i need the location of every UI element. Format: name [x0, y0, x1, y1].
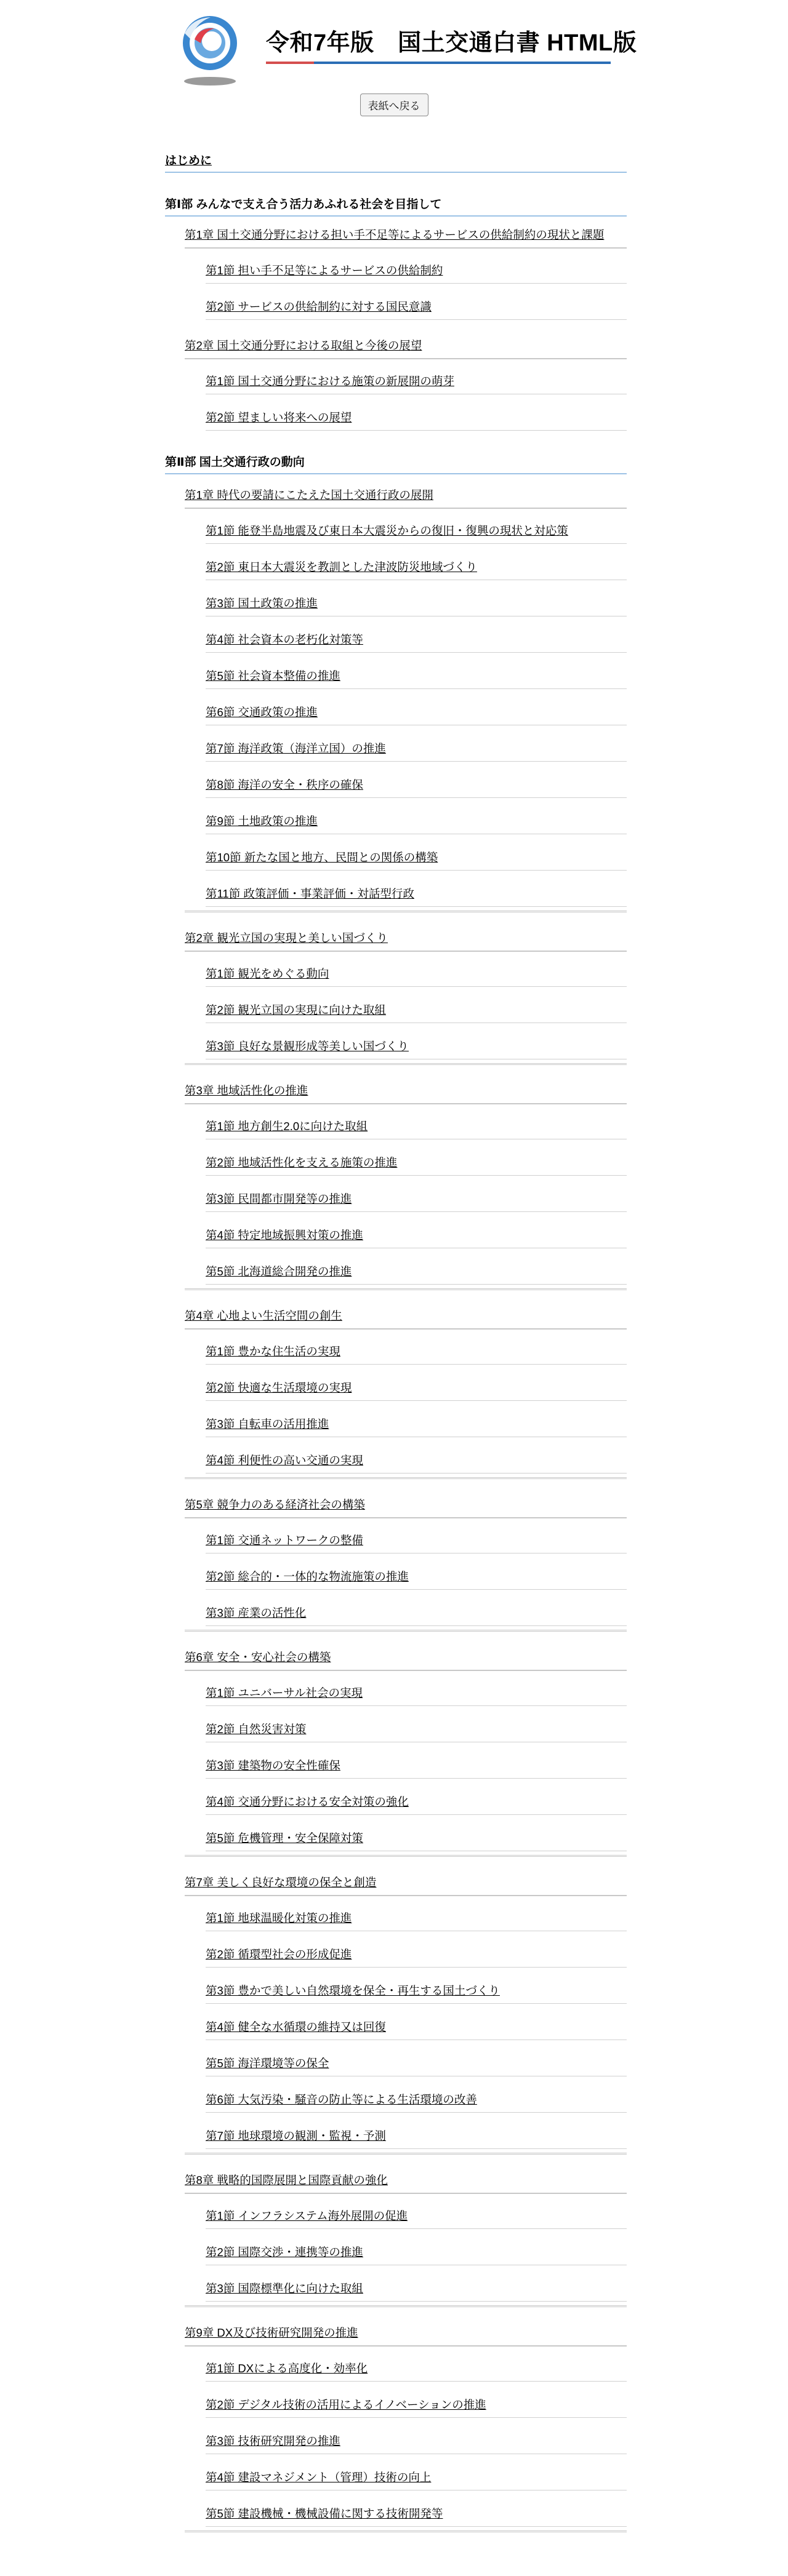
toc-section	[206, 284, 627, 320]
toc-section-link[interactable]: 第3節 建築物の安全性確保	[206, 1759, 340, 1772]
toc-chapter-link[interactable]: 第3章 地域活性化の推進	[185, 1084, 308, 1097]
toc-chapter	[185, 1857, 627, 1896]
toc-section	[206, 2490, 627, 2527]
toc-section-link[interactable]: 第2節 地域活性化を支える施策の推進	[206, 1156, 398, 1169]
toc-section-link[interactable]: 第6節 交通政策の推進	[206, 706, 318, 719]
toc-section	[206, 1365, 627, 1401]
toc-section-link[interactable]: 第2節 サービスの供給制約に対する国民意識	[206, 300, 432, 313]
part-spacer	[165, 173, 627, 190]
toc-section	[206, 1139, 627, 1176]
toc-section	[206, 762, 627, 798]
toc-section-link[interactable]: 第1節 DXによる高度化・効率化	[206, 2362, 368, 2375]
toc-section-link[interactable]: 第1節 豊かな住生活の実現	[206, 1345, 340, 1358]
toc-section-link[interactable]: 第2節 自然災害対策	[206, 1723, 307, 1736]
toc-section	[206, 653, 627, 689]
toc-section	[206, 952, 627, 987]
page-header	[0, 0, 788, 92]
toc-section	[206, 1896, 627, 1931]
toc-section-link[interactable]: 第4節 健全な水循環の維持又は回復	[206, 2020, 386, 2033]
toc-chapter	[185, 1632, 627, 1671]
toc-section-link[interactable]: 第11節 政策評価・事業評価・対話型行政	[206, 887, 414, 900]
toc-chapter	[185, 912, 627, 952]
chapter-divider	[185, 2302, 627, 2307]
toc-section-link[interactable]: 第2節 東日本大震災を教訓とした津波防災地域づくり	[206, 560, 477, 573]
part-spacer	[165, 431, 627, 448]
toc-section	[206, 2454, 627, 2490]
toc-section-link[interactable]: 第2節 望ましい将来への展望	[206, 411, 352, 424]
toc-section-link[interactable]: 第3節 豊かで美しい自然環境を保全・再生する国土づくり	[206, 1984, 500, 1997]
toc-section-link[interactable]: 第6節 大気汚染・騒音の防止等による生活環境の改善	[206, 2093, 477, 2106]
toc-section-link[interactable]: 第3節 良好な景観形成等美しい国づくり	[206, 1040, 409, 1053]
toc-section-link[interactable]: 第1節 ユニバーサル社会の実現	[206, 1686, 363, 1699]
toc-section	[206, 2347, 627, 2382]
toc-chapter-link[interactable]: 第2章 観光立国の実現と美しい国づくり	[185, 931, 388, 944]
toc-section	[206, 2076, 627, 2113]
chapter-divider	[185, 2527, 627, 2532]
toc-section	[206, 1706, 627, 1742]
chapter-divider	[185, 2149, 627, 2155]
toc-section-link[interactable]: 第3節 民間都市開発等の推進	[206, 1192, 352, 1205]
toc-section-link[interactable]: 第2節 快適な生活環境の実現	[206, 1381, 352, 1394]
toc-section	[206, 1815, 627, 1851]
toc-section-link[interactable]: 第1節 観光をめぐる動向	[206, 967, 329, 980]
toc-section-link[interactable]: 第1節 地方創生2.0に向けた取組	[206, 1120, 368, 1133]
toc-section	[206, 725, 627, 762]
toc-chapter-link[interactable]: 第8章 戦略的国際展開と国際貢献の強化	[185, 2174, 388, 2187]
toc-part-heading: 第Ⅱ部 国土交通行政の動向	[165, 448, 627, 474]
toc-section	[206, 1590, 627, 1626]
toc-section	[206, 1330, 627, 1365]
page-title: 令和7年版 国土交通白書 HTML版	[266, 30, 637, 56]
toc-intro-link[interactable]: はじめに	[165, 154, 212, 167]
toc-section	[206, 616, 627, 653]
toc-section-link[interactable]: 第4節 交通分野における安全対策の強化	[206, 1795, 409, 1808]
toc-section-link[interactable]: 第2節 国際交渉・連携等の推進	[206, 2246, 363, 2259]
toc-chapter-link[interactable]: 第1章 国土交通分野における担い手不足等によるサービスの供給制約の現状と課題	[185, 228, 605, 241]
toc-section-link[interactable]: 第1節 国土交通分野における施策の新展開の萌芽	[206, 375, 454, 388]
table-of-contents	[165, 133, 627, 2557]
toc-section	[206, 1968, 627, 2004]
toc-section	[206, 871, 627, 907]
toc-chapter-link[interactable]: 第4章 心地よい生活空間の創生	[185, 1309, 342, 1322]
toc-part-heading: 第Ⅰ部 みんなで支え合う活力あふれる社会を目指して	[165, 190, 627, 217]
chapter-divider	[185, 907, 627, 912]
toc-section-link[interactable]: 第2節 循環型社会の形成促進	[206, 1948, 352, 1961]
toc-chapter	[185, 2307, 627, 2347]
chapter-divider	[185, 1473, 627, 1479]
toc-section	[206, 1742, 627, 1779]
toc-section	[206, 2004, 627, 2040]
toc-section	[206, 2040, 627, 2076]
toc-section-link[interactable]: 第4節 社会資本の老朽化対策等	[206, 633, 363, 646]
toc-chapter-link[interactable]: 第1章 時代の要請にこたえた国土交通行政の展開	[185, 488, 433, 501]
toc-section	[206, 2382, 627, 2418]
toc-section	[206, 1553, 627, 1590]
toc-section	[206, 1671, 627, 1706]
toc-section-link[interactable]: 第5節 危機管理・安全保障対策	[206, 1832, 363, 1844]
toc-section	[206, 1931, 627, 1968]
toc-section-link[interactable]: 第1節 地球温暖化対策の推進	[206, 1912, 352, 1924]
toc-section	[206, 1212, 627, 1248]
toc-section-link[interactable]: 第4節 特定地域振興対策の推進	[206, 1229, 363, 1242]
title-underline	[266, 62, 611, 64]
toc-section	[206, 1779, 627, 1815]
toc-chapter-link[interactable]: 第7章 美しく良好な環境の保全と創造	[185, 1876, 377, 1889]
toc-section	[206, 2229, 627, 2265]
toc-section	[206, 2194, 627, 2229]
toc-section	[206, 2265, 627, 2302]
toc-section	[206, 394, 627, 431]
toc-chapter	[185, 217, 627, 249]
toc-section-link[interactable]: 第10節 新たな国と地方、民間との関係の構築	[206, 851, 438, 864]
chapter-divider	[185, 1626, 627, 1632]
toc-section-link[interactable]: 第3節 技術研究開発の推進	[206, 2434, 340, 2447]
toc-section-link[interactable]: 第3節 産業の活性化	[206, 1606, 307, 1619]
toc-section-link[interactable]: 第4節 建設マネジメント（管理）技術の向上	[206, 2471, 432, 2484]
toc-section-link[interactable]: 第5節 社会資本整備の推進	[206, 669, 340, 682]
toc-section	[206, 1104, 627, 1139]
toc-section-link[interactable]: 第2節 総合的・一体的な物流施策の推進	[206, 1570, 409, 1583]
toc-section-link[interactable]: 第9節 土地政策の推進	[206, 815, 318, 827]
toc-section	[206, 987, 627, 1023]
mlit-logo-icon	[176, 15, 244, 87]
toc-chapter-link[interactable]: 第2章 国土交通分野における取組と今後の展望	[185, 339, 422, 352]
toc-chapter	[185, 1065, 627, 1104]
toc-section-link[interactable]: 第1節 担い手不足等によるサービスの供給制約	[206, 264, 443, 277]
toc-section	[206, 1518, 627, 1553]
chapter-divider	[185, 1059, 627, 1065]
toc-chapter-link[interactable]: 第5章 競争力のある経済社会の構築	[185, 1498, 365, 1511]
toc-section-link[interactable]: 第3節 国土政策の推進	[206, 597, 318, 610]
toc-chapter	[185, 320, 627, 359]
toc-section-link[interactable]: 第1節 能登半島地震及び東日本大震災からの復旧・復興の現状と対応策	[206, 524, 568, 537]
toc-section	[206, 1437, 627, 1473]
toc-section-link[interactable]: 第5節 建設機械・機械設備に関する技術開発等	[206, 2507, 443, 2520]
toc-section-link[interactable]: 第1節 インフラシステム海外展開の促進	[206, 2209, 408, 2222]
toc-section	[206, 544, 627, 580]
toc-section-link[interactable]: 第3節 国際標準化に向けた取組	[206, 2282, 363, 2295]
toc-section-link[interactable]: 第7節 地球環境の観測・監視・予測	[206, 2129, 386, 2142]
toc-section-link[interactable]: 第5節 海洋環境等の保全	[206, 2057, 329, 2070]
toc-section	[206, 798, 627, 834]
toc-section	[206, 2418, 627, 2454]
toc-section	[206, 359, 627, 394]
toc-section-link[interactable]: 第3節 自転車の活用推進	[206, 1418, 329, 1430]
toc-chapter-link[interactable]: 第9章 DX及び技術研究開発の推進	[185, 2326, 358, 2339]
toc-section-link[interactable]: 第5節 北海道総合開発の推進	[206, 1265, 352, 1278]
toc-section	[206, 1401, 627, 1437]
toc-section	[206, 834, 627, 871]
toc-chapter	[185, 2155, 627, 2194]
toc-section	[206, 249, 627, 284]
toc-chapter	[185, 474, 627, 509]
toc-section	[206, 689, 627, 725]
toc-section	[206, 1023, 627, 1059]
toc-chapter	[185, 1290, 627, 1330]
toc-section	[206, 509, 627, 544]
toc-section-link[interactable]: 第2節 観光立国の実現に向けた取組	[206, 1003, 386, 1016]
toc-intro	[165, 133, 627, 173]
toc-chapter-link[interactable]: 第6章 安全・安心社会の構築	[185, 1651, 331, 1664]
toc-section-link[interactable]: 第7節 海洋政策（海洋立国）の推進	[206, 742, 386, 755]
chapter-divider	[185, 1851, 627, 1857]
toc-section-link[interactable]: 第2節 デジタル技術の活用によるイノベーションの推進	[206, 2398, 486, 2411]
chapter-divider	[185, 1285, 627, 1290]
toc-section-link[interactable]: 第4節 利便性の高い交通の実現	[206, 1454, 363, 1467]
toc-section-link[interactable]: 第8節 海洋の安全・秩序の確保	[206, 778, 363, 791]
toc-section	[206, 1248, 627, 1285]
toc-section	[206, 1176, 627, 1212]
toc-section-link[interactable]: 第1節 交通ネットワークの整備	[206, 1534, 363, 1547]
toc-chapter	[185, 1479, 627, 1518]
toc-section	[206, 2113, 627, 2149]
toc-section	[206, 580, 627, 616]
back-to-cover-button[interactable]: 表紙へ戻る	[360, 94, 428, 116]
